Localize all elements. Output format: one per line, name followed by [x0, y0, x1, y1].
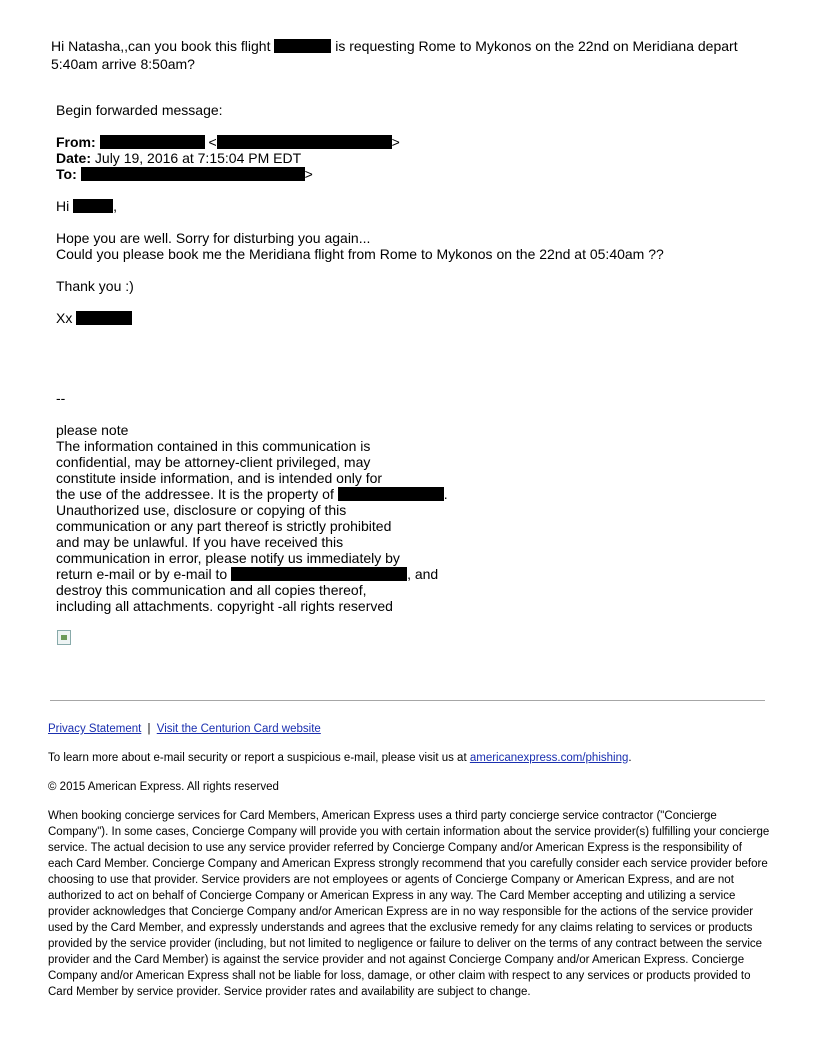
link-divider: |	[147, 723, 151, 735]
notice-line: constitute inside information, and is intended only for	[56, 470, 383, 486]
footer-divider	[50, 700, 765, 701]
greeting: Hi ,	[56, 198, 118, 214]
redaction-block	[231, 567, 407, 581]
redaction-block	[81, 167, 305, 181]
concierge-disclaimer: When booking concierge services for Card Members, American Express uses a third party concierge service contractor ("Concierge Company"). In some cases, Concierge Company will provide you with certain information about the service provider(s) fulfilling your concierge service. The actual decision to use any service provider referred by Concierge Company and/or American Express is the responsibility of each Card Member. Concierge Company and American Express strongly recommend that you carefully consider each service provider before choosing to use that provider. Service providers are not employees or agents of Concierge Company or American Express, and are not authorized to act on behalf of Concierge Company or American Express in any way. The Card Member accepting and utilizing a service provider acknowledges that Concierge Company and/or American Express are in no way responsible for the actions of the service provider used by the Card Member, and expressly understands and agrees that the exclusive remedy for any claims relating to services or products provided by the service provider (including, but not limited to negligence or failure to deliver on the terms of any contract between the service provider and the Card Member) is against the service provider and not against Concierge Company and/or American Express. Concierge Company and/or American Express shall not be liable for loss, damage, or other claim with respect to any services or products provided to Card Member by service provider. Service provider rates and availability are subject to change.	[48, 810, 770, 998]
notice-line-email: return e-mail or by e-mail to , and	[56, 566, 439, 582]
notice-line: communication or any part thereof is strictly prohibited	[56, 518, 392, 534]
notice-line-property: the use of the addressee. It is the property of .	[56, 486, 448, 502]
request-line-2: 5:40am arrive 8:50am?	[51, 56, 195, 72]
request-text-end: is requesting Rome to Mykonos on the 22nd on Meridiana depart	[331, 38, 738, 54]
redaction-block	[100, 135, 205, 149]
notice-line: please note	[56, 422, 129, 438]
message-thanks: Thank you :)	[56, 278, 134, 294]
redaction-block	[76, 311, 132, 325]
from-label: From:	[56, 134, 96, 150]
request-line-1	[51, 38, 738, 54]
to-line: To: >	[56, 166, 313, 182]
forwarded-intro: Begin forwarded message:	[56, 102, 223, 118]
message-body-line-1: Hope you are well. Sorry for disturbing you again...	[56, 230, 371, 246]
redaction-block	[274, 39, 331, 53]
request-text-start: Hi Natasha,,can you book this flight	[51, 38, 275, 54]
message-body-line-2: Could you please book me the Meridiana flight from Rome to Mykonos on the 22nd at 05:40am ??	[56, 246, 664, 262]
notice-line: Unauthorized use, disclosure or copying of this	[56, 502, 347, 518]
from-line: From: < >	[56, 134, 400, 150]
footer-links	[48, 721, 321, 737]
notice-line: The information contained in this communication is	[56, 438, 371, 454]
date-value: July 19, 2016 at 7:15:04 PM EDT	[94, 150, 302, 166]
date-label: Date:	[56, 150, 92, 166]
broken-image-icon	[57, 630, 71, 645]
privacy-statement-link[interactable]: Privacy Statement	[48, 723, 142, 735]
notice-line: communication in error, please notify us immediately by	[56, 550, 400, 566]
signature-separator: --	[56, 390, 66, 406]
to-label: To:	[56, 166, 77, 182]
notice-line: destroy this communication and all copies thereof,	[56, 582, 367, 598]
redaction-block	[338, 487, 444, 501]
message-signoff: Xx	[56, 310, 132, 326]
security-notice: To learn more about e-mail security or report a suspicious e-mail, please visit us at americanexpress.com/phishing.	[48, 752, 632, 764]
redaction-block	[73, 199, 113, 213]
notice-line: and may be unlawful. If you have received this	[56, 534, 344, 550]
centurion-website-link[interactable]: Visit the Centurion Card website	[156, 723, 321, 735]
phishing-link[interactable]: americanexpress.com/phishing	[469, 752, 629, 764]
notice-line: including all attachments. copyright -all rights reserved	[56, 598, 393, 614]
notice-line: confidential, may be attorney-client privileged, may	[56, 454, 371, 470]
redaction-block	[217, 135, 392, 149]
date-line	[56, 150, 301, 166]
copyright: © 2015 American Express. All rights reserved	[48, 781, 279, 793]
